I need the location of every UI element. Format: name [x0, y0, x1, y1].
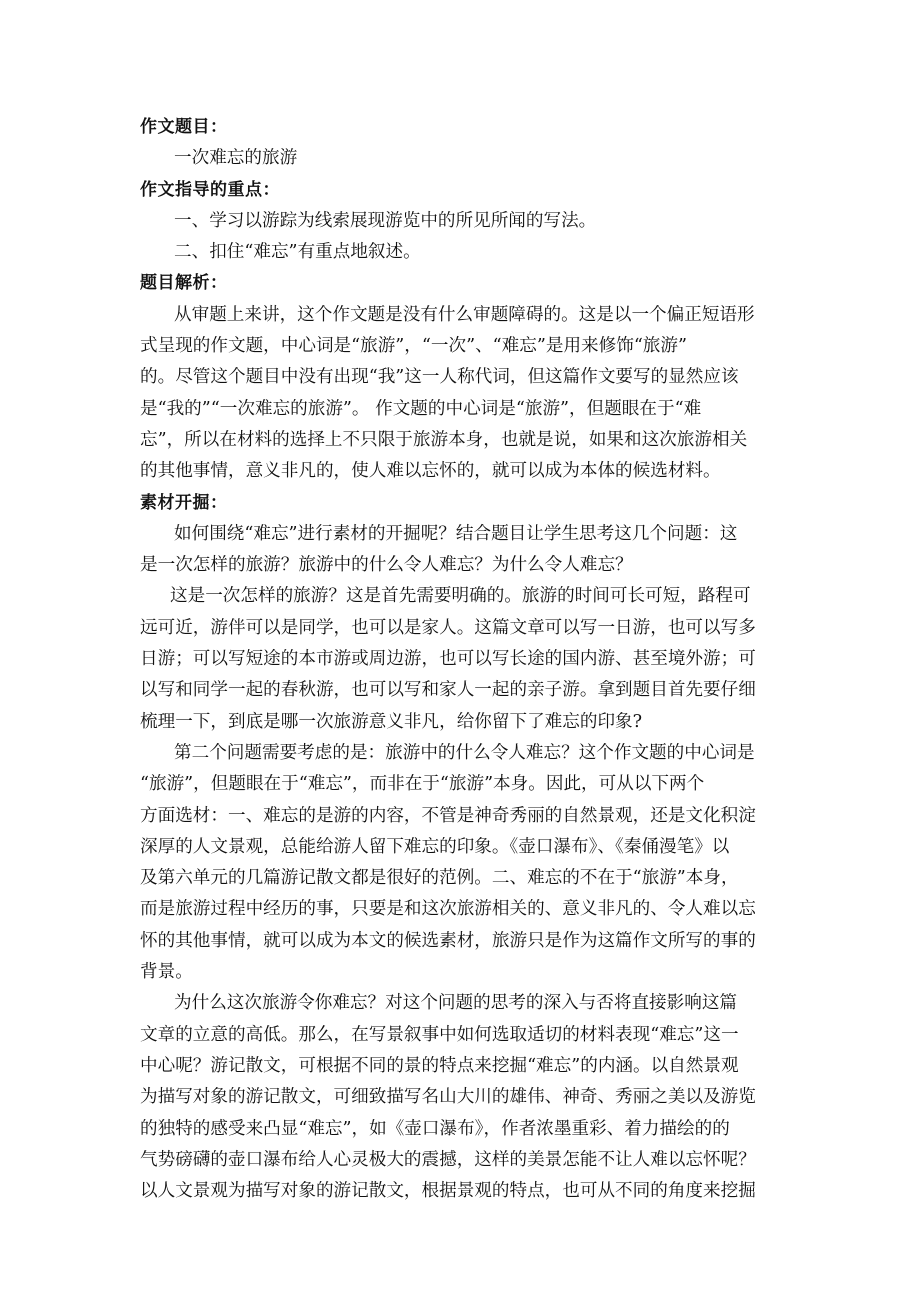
material-line: 方面选材：一、难忘的是游的内容，不管是神奇秀丽的自然景观，还是文化积淀 — [140, 805, 756, 826]
analysis-line: 式呈现的作文题，中心词是“旅游”，“一次”、“难忘”是用来修饰“旅游” — [140, 336, 687, 357]
material-line: 气势磅礴的壶口瀑布给人心灵极大的震撼，这样的美景怎能不让人难以忘怀呢？ — [140, 1149, 756, 1170]
material-line: 文章的立意的高低。那么，在写景叙事中如何选取适切的材料表现“难忘”这一 — [140, 1024, 739, 1045]
material-line: 是一次怎样的旅游？旅游中的什么令人难忘？为什么令人难忘？ — [140, 555, 633, 576]
material-line: 深厚的人文景观，总能给游人留下难忘的印象。《壶口瀑布》、《秦俑漫笔》以 — [140, 836, 730, 857]
focus-item: 二、扣住“难忘”有重点地叙述。 — [174, 242, 421, 263]
material-line: 而是旅游过程中经历的事，只要是和这次旅游相关的、意义非凡的、令人难以忘 — [140, 899, 756, 920]
material-line: 远可近，游伴可以是同学，也可以是家人。这篇文章可以写一日游，也可以写多 — [140, 617, 756, 638]
analysis-line: 是“我的”“一次难忘的旅游”。 作文题的中心词是“旅游”，但题眼在于“难 — [140, 398, 702, 419]
material-line: 梳理一下，到底是哪一次旅游意义非凡，给你留下了难忘的印象? — [140, 711, 643, 732]
material-line: 的独特的感受来凸显“难忘”，如《壶口瀑布》，作者浓墨重彩、着力描绘的的 — [140, 1118, 730, 1139]
material-line: 日游；可以写短途的本市游或周边游，也可以写长途的国内游、甚至境外游；可 — [140, 649, 756, 670]
material-line: “旅游”，但题眼在于“难忘”，而非在于“旅游”本身。因此，可从以下两个 — [140, 774, 705, 795]
analysis-line: 从审题上来讲，这个作文题是没有什么审题障碍的。这是以一个偏正短语形 — [174, 304, 755, 325]
analysis-line: 的其他事情，意义非凡的，使人难以忘怀的，就可以成为本体的候选材料。 — [140, 461, 721, 482]
material-line: 为什么这次旅游令你难忘？对这个问题的思考的深入与否将直接影响这篇 — [174, 993, 738, 1014]
material-line: 中心呢？游记散文，可根据不同的景的特点来挖掘“难忘”的内涵。以自然景观 — [140, 1055, 739, 1076]
analysis-heading: 题目解析： — [140, 273, 228, 294]
material-line: 及第六单元的几篇游记散文都是很好的范例。二、难忘的不在于“旅游”本身， — [140, 868, 739, 889]
material-line: 以人文景观为描写对象的游记散文，根据景观的特点，也可从不同的角度来挖掘 — [140, 1181, 756, 1202]
material-line: 第二个问题需要考虑的是：旅游中的什么令人难忘？这个作文题的中心词是 — [174, 742, 755, 763]
title-text: 一次难忘的旅游 — [174, 148, 298, 169]
title-heading: 作文题目： — [140, 117, 228, 137]
focus-heading: 作文指导的重点： — [140, 179, 280, 200]
material-line: 背景。 — [140, 962, 193, 983]
analysis-line: 忘”，所以在材料的选择上不只限于旅游本身，也就是说，如果和这次旅游相关 — [140, 429, 748, 450]
material-line: 如何围绕“难忘”进行素材的开掘呢？结合题目让学生思考这几个问题：这 — [174, 523, 738, 544]
focus-item: 一、学习以游踪为线索展现游览中的所见所闻的写法。 — [174, 210, 597, 231]
material-line: 怀的其他事情，就可以成为本文的候选素材，旅游只是作为这篇作文所写的事的 — [140, 930, 756, 951]
material-line: 以写和同学一起的春秋游，也可以写和家人一起的亲子游。拿到题目首先要仔细 — [140, 680, 756, 701]
material-heading: 素材开掘： — [140, 492, 228, 513]
material-line: 这是一次怎样的旅游？这是首先需要明确的。旅游的时间可长可短，路程可 — [170, 586, 751, 607]
analysis-line: 的。尽管这个题目中没有出现“我”这一人称代词，但这篇作文要写的显然应该 — [140, 367, 739, 388]
document-page — [140, 112, 772, 1207]
material-line: 为描写对象的游记散文，可细致描写名山大川的雄伟、神奇、秀丽之美以及游览 — [140, 1087, 756, 1108]
